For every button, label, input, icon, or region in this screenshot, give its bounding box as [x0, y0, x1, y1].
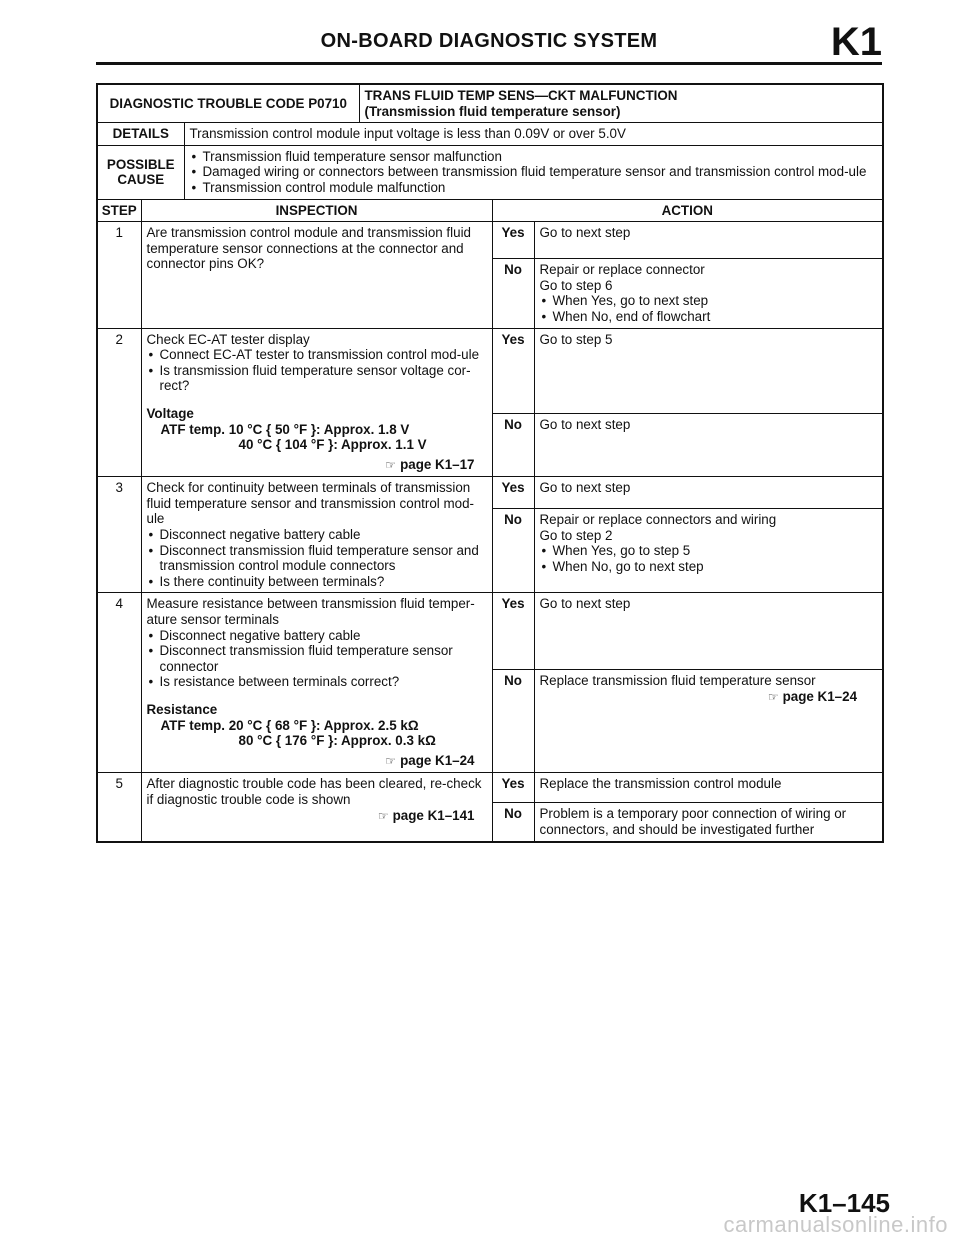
inspection-bullet: • Disconnect transmission fluid temperature sensor and transmission control module connectors [147, 543, 487, 574]
inspection-bullet: • Disconnect negative battery cable [147, 628, 487, 644]
yes-action: Go to next step [534, 593, 883, 670]
spec-line: ATF temp. 10 °C { 50 °F }: Approx. 1.8 V [160, 421, 410, 437]
yes-action: Go to step 5 [534, 328, 883, 413]
step-inspection [141, 222, 492, 328]
no-label: No [492, 670, 534, 773]
cause-item: • Damaged wiring or connectors between transmission fluid temperature sensor and transmission control mod-ule [190, 164, 878, 180]
inspection-bullet: • Is there continuity between terminals? [147, 574, 487, 590]
no-label: No [492, 509, 534, 593]
no-action-text: Repair or replace connectors and wiring [539, 512, 777, 528]
inspection-text: After diagnostic trouble code has been cleared, re-check if diagnostic trouble code is shown [146, 776, 482, 807]
yes-label: Yes [492, 222, 534, 259]
details-row [97, 123, 883, 146]
yes-label: Yes [492, 328, 534, 413]
no-action-bullet: • When No, end of flowchart [540, 309, 878, 325]
reference-hand-icon: ☞ [385, 753, 397, 768]
page-reference [540, 689, 878, 706]
reference-text: page K1–24 [400, 752, 475, 768]
section-code: K1 [830, 20, 882, 64]
step-number: 2 [97, 328, 141, 477]
step-row [97, 593, 883, 670]
inspection-text: Check EC-AT tester display [146, 331, 310, 347]
inspection-bullet: • Disconnect negative battery cable [147, 527, 487, 543]
reference-text: page K1–24 [782, 689, 858, 705]
page-title: ON-BOARD DIAGNOSTIC SYSTEM [320, 30, 658, 52]
yes-label: Yes [492, 773, 534, 803]
possible-cause-label-2: CAUSE [117, 172, 165, 188]
spec-line: ATF temp. 20 °C { 68 °F }: Approx. 2.5 kΩ [160, 717, 419, 733]
possible-cause-label-1: POSSIBLE [106, 156, 175, 172]
no-action: Go to next step [534, 413, 883, 477]
no-action: Problem is a temporary poor connection of wiring or connectors, and should be investigated further [534, 803, 883, 842]
possible-cause-list [184, 145, 883, 199]
no-label: No [492, 803, 534, 842]
page-reference [147, 457, 487, 474]
page-number: K1–145 [798, 1188, 890, 1218]
no-action [534, 670, 883, 773]
details-text: Transmission control module input voltage is less than 0.09V or over 5.0V [184, 123, 883, 146]
no-label: No [492, 413, 534, 477]
reference-hand-icon: ☞ [385, 457, 397, 472]
spec-title: Resistance [146, 702, 218, 717]
step-inspection [141, 593, 492, 773]
reference-text: page K1–141 [392, 807, 475, 823]
dtc-name-line1: TRANS FLUID TEMP SENS—CKT MALFUNCTION [364, 88, 678, 103]
yes-action: Replace the transmission control module [534, 773, 883, 803]
yes-action: Go to next step [534, 477, 883, 509]
reference-text: page K1–17 [400, 456, 475, 472]
details-label: DETAILS [97, 123, 184, 146]
inspection-bullet: • Disconnect transmission fluid temperature sensor connector [147, 643, 487, 674]
step-row [97, 477, 883, 509]
no-label: No [492, 259, 534, 328]
page-header [96, 20, 882, 65]
page-reference [147, 753, 487, 770]
inspection-text: Measure resistance between transmission fluid temper-ature sensor terminals [146, 596, 475, 628]
spec-line: 40 °C { 104 °F }: Approx. 1.1 V [238, 437, 427, 453]
possible-cause-row [97, 145, 883, 199]
watermark: carmanualsonline.info [723, 1212, 948, 1237]
dtc-row [97, 84, 883, 123]
no-action-bullet: • When Yes, go to step 5 [540, 543, 878, 559]
step-number: 5 [97, 773, 141, 842]
step-row [97, 773, 883, 803]
dtc-name-line2: (Transmission fluid temperature sensor) [364, 103, 621, 119]
no-action [534, 259, 883, 328]
step-inspection [141, 773, 492, 842]
col-step: STEP [97, 199, 141, 222]
no-action-text-2: Go to step 6 [539, 277, 613, 293]
step-inspection [141, 328, 492, 477]
step-number: 3 [97, 477, 141, 593]
no-action-bullet: • When No, go to next step [540, 559, 878, 575]
diagnostic-table [96, 83, 884, 843]
yes-label: Yes [492, 593, 534, 670]
inspection-text: Are transmission control module and transmission fluid temperature sensor connections at the connector and connector pins OK? [146, 225, 471, 272]
inspection-text: Check for continuity between terminals of transmission fluid temperature sensor and transmission control mod-ule [146, 480, 474, 527]
inspection-bullet: • Connect EC-AT tester to transmission control mod-ule [147, 347, 487, 363]
inspection-bullet: • Is resistance between terminals correct? [147, 674, 487, 690]
step-inspection [141, 477, 492, 593]
reference-hand-icon: ☞ [767, 690, 779, 705]
no-action-text: Replace transmission fluid temperature sensor [539, 673, 816, 689]
spec-block [147, 406, 487, 453]
possible-cause-label [97, 145, 184, 199]
step-number: 4 [97, 593, 141, 773]
no-action-text: Repair or replace connector [539, 262, 705, 278]
yes-action: Go to next step [534, 222, 883, 259]
step-row [97, 328, 883, 413]
col-action: ACTION [492, 199, 883, 222]
step-row [97, 222, 883, 259]
spec-title: Voltage [146, 405, 194, 421]
col-inspection: INSPECTION [141, 199, 492, 222]
spec-block [147, 702, 487, 749]
cause-item: • Transmission fluid temperature sensor malfunction [190, 149, 878, 165]
cause-item: • Transmission control module malfunction [190, 180, 878, 196]
dtc-code-label: DIAGNOSTIC TROUBLE CODE P0710 [97, 84, 359, 123]
column-header-row [97, 199, 883, 222]
step-number: 1 [97, 222, 141, 328]
spec-line: 80 °C { 176 °F }: Approx. 0.3 kΩ [238, 733, 436, 749]
page-reference [147, 808, 487, 825]
yes-label: Yes [492, 477, 534, 509]
no-action-bullet: • When Yes, go to next step [540, 293, 878, 309]
dtc-name [359, 84, 883, 123]
no-action [534, 509, 883, 593]
no-action-text-2: Go to step 2 [539, 527, 613, 543]
inspection-bullet: • Is transmission fluid temperature sensor voltage cor-rect? [147, 363, 487, 394]
reference-hand-icon: ☞ [377, 808, 389, 823]
